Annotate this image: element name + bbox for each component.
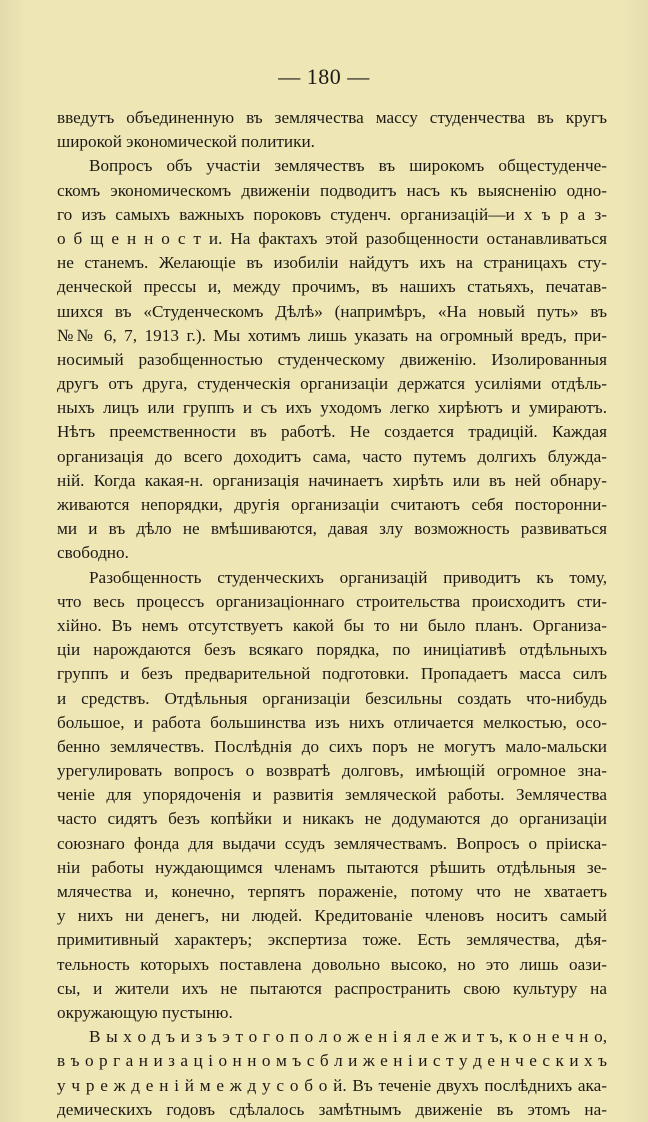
text-line: организація до всего доходитъ сама, часто путемъ долгихъ блужда- (57, 446, 607, 466)
text-line: у ч р е ж д е н і й м е ж д у с о б о й. Въ теченіе двухъ послѣднихъ ака- (57, 1075, 607, 1095)
body-text (57, 106, 607, 1122)
text-line: бенно землячествъ. Послѣднія до сихъ поръ не могутъ мало-мальски (57, 736, 607, 756)
text-line: что весь процессъ организаціоннаго строительства происходитъ сти- (57, 591, 607, 611)
paragraph (57, 154, 607, 565)
text-line: скомъ экономическомъ движеніи подводитъ насъ къ выясненію одно- (57, 180, 607, 200)
text-line: введутъ объединенную въ землячества массу студенчества въ кругъ (57, 108, 607, 127)
text-line: у нихъ ни денегъ, ни людей. Кредитованіе членовъ носитъ самый (57, 906, 607, 926)
text-line: большое, и работа большинства изъ нихъ отличается мелкостью, осо- (57, 712, 607, 732)
text-line: денческой прессы и, между прочимъ, въ нашихъ статьяхъ, печатав- (57, 277, 607, 297)
text-line: ми и въ дѣло не вмѣшиваются, давая злу возможность развиваться (57, 519, 607, 539)
text-line: часто сидятъ безъ копѣйки и никакъ не додумаются до организаціи (57, 809, 607, 829)
text-line: ченіе для упорядоченія и развитія земляческой работы. Землячества (57, 785, 607, 805)
text-line: В ы х о д ъ и з ъ э т о г о п о л о ж е н і я л е ж и т ъ, к о н е ч н о, (89, 1027, 607, 1047)
text-line: го изъ самыхъ важныхъ пороковъ студенч. организацій—и х ъ р а з- (57, 204, 607, 224)
text-line: не станемъ. Желающіе въ изобиліи найдутъ ихъ на страницахъ сту- (57, 253, 607, 273)
text-line: свободно. (57, 543, 129, 563)
text-line: окружающую пустыню. (57, 1002, 233, 1022)
text-line: шихся въ «Студенческомъ Дѣлѣ» (напримѣръ, «На новый путь» въ (57, 301, 607, 321)
text-line: Нѣтъ преемственности въ работѣ. Не создается традицій. Каждая (57, 422, 607, 442)
page-number: — 180 — (278, 64, 370, 89)
text-line: хійно. Въ немъ отсутствуетъ какой бы то ни было планъ. Организа- (57, 615, 607, 635)
text-line: союзнаго фонда для выдачи ссудъ землячествамъ. Вопросъ о пріиска- (57, 833, 607, 853)
text-line: Разобщенность студенческихъ организацій приводитъ къ тому, (89, 567, 607, 587)
text-line: примитивный характеръ; экспертиза тоже. Есть землячества, дѣя- (57, 930, 607, 950)
text-line: №№ 6, 7, 1913 г.). Мы хотимъ лишь указать на огромный вредъ, при- (57, 325, 607, 345)
text-line: другъ отъ друга, студенческія организаціи держатся усиліями отдѣль- (57, 374, 607, 394)
text-line: и средствъ. Отдѣльныя организаціи безсильны создать что-нибудь (57, 688, 607, 708)
text-line: широкой экономической политики. (57, 132, 315, 152)
text-line: сы, и жители ихъ не пытаются распространить свою культуру на (57, 978, 607, 998)
text-line: в ъ о р г а н и з а ц і о н н о м ъ с б л и ж е н і и с т у д е н ч е с к и х ъ (57, 1051, 607, 1071)
text-line: демическихъ годовъ сдѣлалось замѣтнымъ движеніе въ этомъ на- (57, 1099, 607, 1119)
paragraph (57, 566, 607, 1026)
text-line: млячества и, конечно, терпятъ пораженіе, потому что не хватаетъ (57, 882, 607, 901)
text-line: ныхъ лицъ или группъ и съ ихъ уходомъ легко хирѣютъ и умираютъ. (57, 398, 607, 418)
paragraph (57, 106, 607, 154)
text-line: урегулировать вопросъ о возвратѣ долговъ, имѣющій огромное зна- (57, 761, 607, 781)
text-line: ціи нарождаются безъ всякаго порядка, по иниціативѣ отдѣльныхъ (57, 640, 607, 660)
text-line: тельность которыхъ поставлена довольно высоко, но это лишь оази- (57, 954, 607, 974)
text-line: группъ и безъ предварительной подготовки. Пропадаетъ масса силъ (57, 664, 607, 684)
paragraph (57, 1025, 607, 1122)
text-line: ніи работы нуждающимся членамъ пытаются рѣшить отдѣльныя зе- (57, 857, 607, 877)
text-line: Вопросъ объ участіи землячествъ въ широкомъ общестуденче- (89, 156, 607, 176)
text-line: носимый разобщенностью студенческому движенію. Изолированныя (57, 349, 607, 369)
text-line: живаются непорядки, другія организаціи считаютъ себя посторонни- (57, 495, 607, 514)
text-line: ній. Когда какая-н. организація начинаетъ хирѣть или въ ней обнару- (57, 470, 607, 490)
text-line: о б щ е н н о с т и. На фактахъ этой разобщенности останавливаться (57, 228, 607, 248)
